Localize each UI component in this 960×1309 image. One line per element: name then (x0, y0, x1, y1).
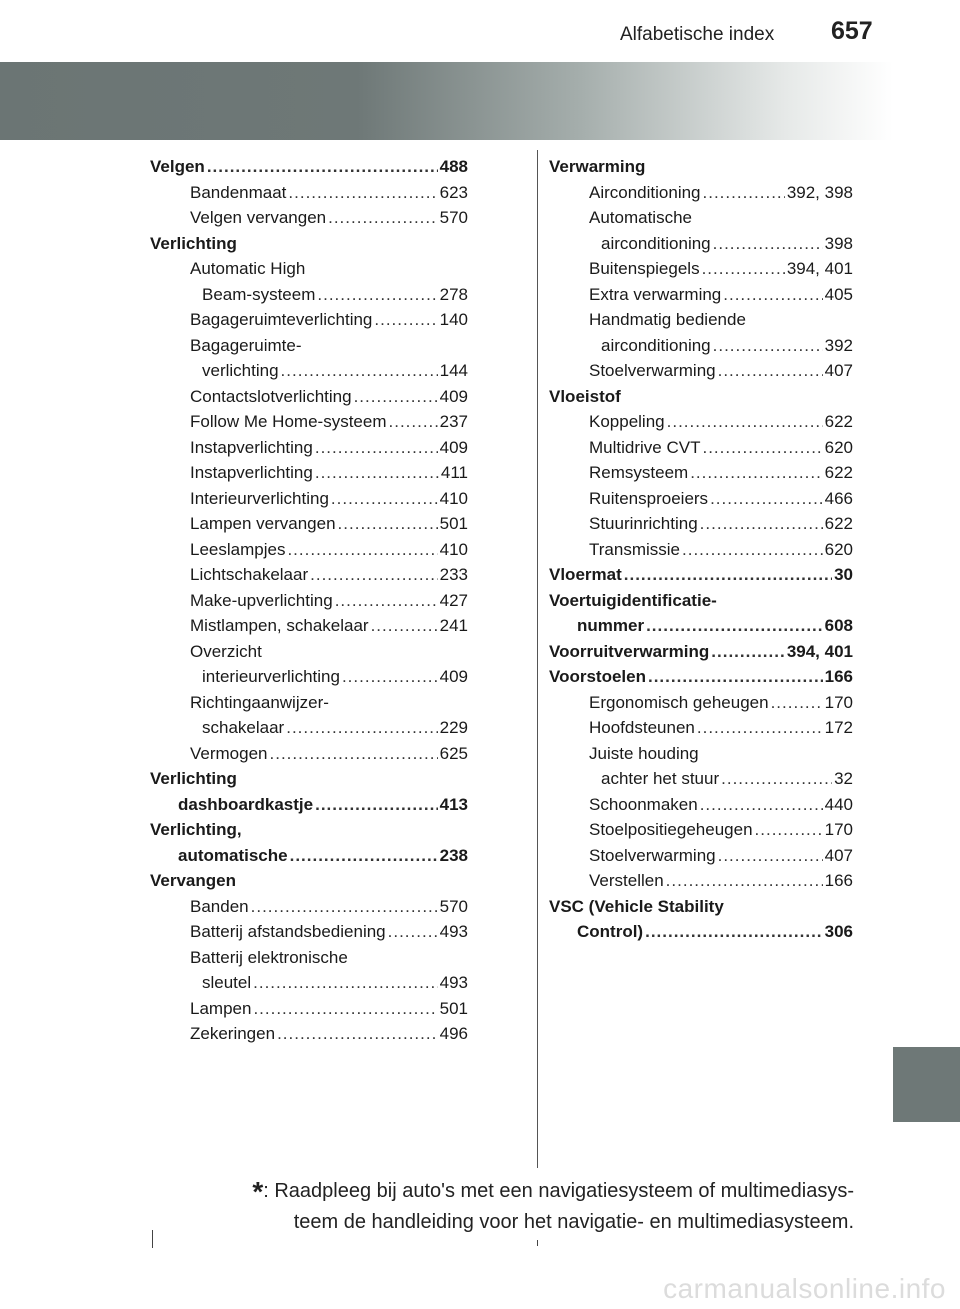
index-heading: Voertuigidentificatie- (549, 590, 717, 610)
index-column-right (549, 154, 853, 945)
index-heading: Vloeistof (549, 386, 621, 406)
index-entry: Vermogen ..... 625 (150, 741, 468, 767)
index-entry: automatische ..... 238 (150, 843, 468, 869)
index-entry: airconditioning ..... 392 (549, 333, 853, 359)
index-entry: Voorruitverwarming ..... 394, 401 (549, 639, 853, 665)
index-entry: Stuurinrichting ..... 622 (549, 511, 853, 537)
index-column-left (150, 154, 468, 1047)
index-entry: Ruitensproeiers ..... 466 (549, 486, 853, 512)
index-entry: Mistlampen, schakelaar ..... 241 (150, 613, 468, 639)
index-entry: Batterij afstandsbediening ..... 493 (150, 919, 468, 945)
index-subheading: Overzicht (190, 641, 262, 661)
index-entry: interieurverlichting ..... 409 (150, 664, 468, 690)
index-entry: Follow Me Home-systeem ..... 237 (150, 409, 468, 435)
index-entry: Verstellen ..... 166 (549, 868, 853, 894)
index-heading: Verwarming (549, 157, 646, 176)
index-entry: nummer ..... 608 (549, 613, 853, 639)
index-entry: Transmissie ..... 620 (549, 537, 853, 563)
index-entry: Banden ..... 570 (150, 894, 468, 920)
index-subheading: Handmatig bediende (589, 310, 746, 329)
index-entry: Velgen vervangen ..... 570 (150, 205, 468, 231)
index-entry: Hoofdsteunen ..... 172 (549, 715, 853, 741)
section-title: Alfabetische index (620, 24, 775, 45)
header-band (0, 62, 893, 140)
index-subheading: Automatic High (190, 259, 306, 278)
watermark: carmanualsonline.info (663, 1273, 946, 1304)
index-entry: schakelaar ..... 229 (150, 715, 468, 741)
index-entry: Multidrive CVT ..... 620 (549, 435, 853, 461)
index-entry: Contactslotverlichting ..... 409 (150, 384, 468, 410)
index-entry: Remsysteem ..... 622 (549, 460, 853, 486)
index-entry: Leeslampjes ..... 410 (150, 537, 468, 563)
index-entry: dashboardkastje ..... 413 (150, 792, 468, 818)
index-subheading: Automatische (589, 208, 692, 227)
index-entry: Lampen ..... 501 (150, 996, 468, 1022)
index-entry: verlichting ..... 144 (150, 358, 468, 384)
index-entry: Lichtschakelaar ..... 233 (150, 562, 468, 588)
chapter-tab (893, 1047, 960, 1122)
index-entry: Instapverlichting ..... 411 (150, 460, 468, 486)
index-entry: Beam-systeem ..... 278 (150, 282, 468, 308)
index-entry: Velgen ..... 488 (150, 154, 468, 180)
index-entry: Make-upverlichting ..... 427 (150, 588, 468, 614)
index-entry: Interieurverlichting ..... 410 (150, 486, 468, 512)
index-entry: Voorstoelen ..... 166 (549, 664, 853, 690)
index-heading: Verlichting (150, 233, 237, 253)
index-entry: Zekeringen ..... 496 (150, 1021, 468, 1047)
crop-mark (152, 1230, 153, 1248)
index-entry: airconditioning ..... 398 (549, 231, 853, 257)
index-entry: Control) ..... 306 (549, 919, 853, 945)
index-entry: Koppeling ..... 622 (549, 409, 853, 435)
header-band-end (893, 62, 960, 140)
column-divider (537, 150, 538, 1168)
index-subheading: Batterij elektronische (190, 947, 348, 967)
footnote-line-1: : Raadpleeg bij auto's met een navigatiesysteem of multimediasys- (263, 1180, 854, 1202)
index-entry: Bagageruimteverlichting ..... 140 (150, 307, 468, 333)
index-subheading: Richtingaanwijzer- (190, 692, 329, 712)
index-heading: Verlichting, (150, 820, 242, 839)
index-entry: Airconditioning ..... 392, 398 (549, 180, 853, 206)
index-entry: Schoonmaken ..... 440 (549, 792, 853, 818)
footnote-line-2: teem de handleiding voor het navigatie- en multimediasysteem. (293, 1211, 854, 1233)
page-header (0, 0, 960, 60)
index-entry: Ergonomisch geheugen ..... 170 (549, 690, 853, 716)
crop-mark (537, 1240, 538, 1246)
index-entry: Bandenmaat ..... 623 (150, 180, 468, 206)
index-heading: Vervangen (150, 871, 236, 890)
index-heading: Verlichting (150, 769, 237, 788)
index-entry: sleutel ..... 493 (150, 970, 468, 996)
page-number: 657 (831, 17, 873, 45)
footnote-star: * (252, 1176, 264, 1207)
index-subheading: Bagageruimte- (190, 335, 302, 355)
index-entry: achter het stuur ..... 32 (549, 766, 853, 792)
index-heading: VSC (Vehicle Stability (549, 896, 724, 916)
index-entry: Stoelpositiegeheugen ..... 170 (549, 817, 853, 843)
index-entry: Extra verwarming ..... 405 (549, 282, 853, 308)
index-subheading: Juiste houding (589, 743, 699, 763)
index-entry: Vloermat ..... 30 (549, 562, 853, 588)
index-entry: Lampen vervangen ..... 501 (150, 511, 468, 537)
index-entry: Stoelverwarming ..... 407 (549, 843, 853, 869)
index-entry: Buitenspiegels ..... 394, 401 (549, 256, 853, 282)
index-entry: Instapverlichting ..... 409 (150, 435, 468, 461)
footnote (200, 1176, 854, 1237)
index-entry: Stoelverwarming ..... 407 (549, 358, 853, 384)
